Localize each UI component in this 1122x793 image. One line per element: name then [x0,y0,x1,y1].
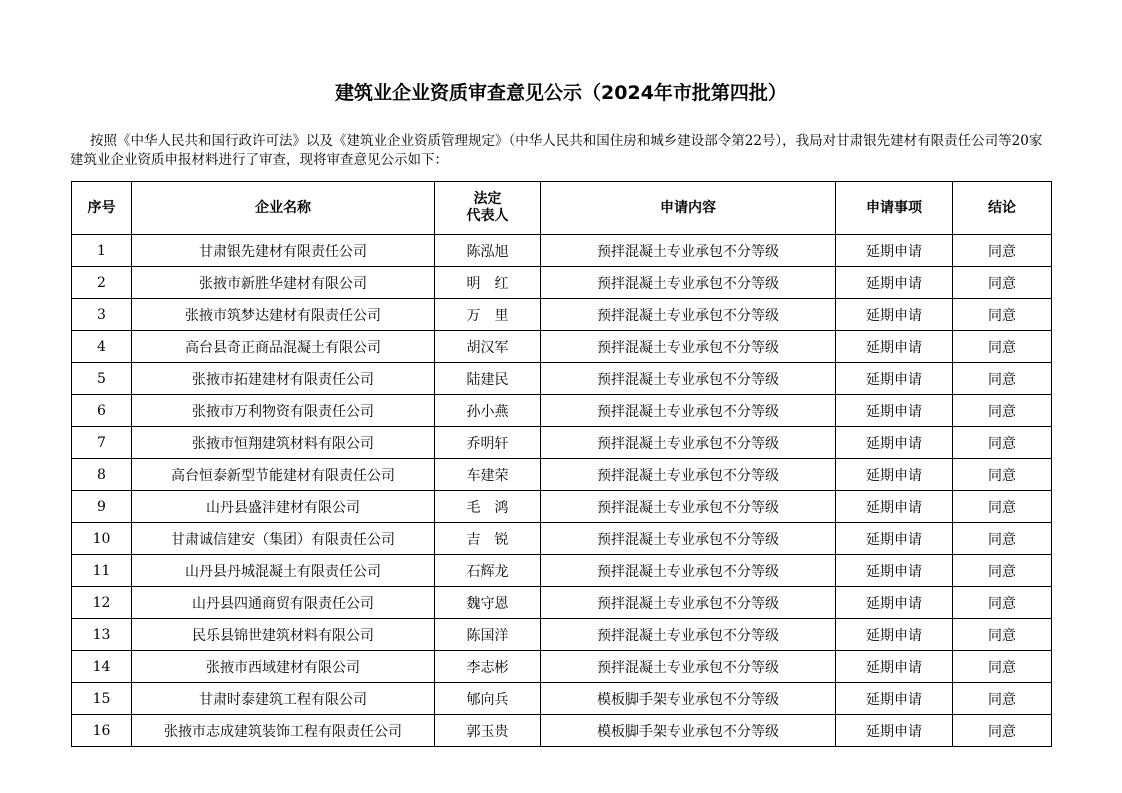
header-result: 结论 [953,182,1052,235]
cell-result: 同意 [953,427,1052,459]
cell-result: 同意 [953,491,1052,523]
cell-item: 延期申请 [836,267,953,299]
cell-content: 预拌混凝土专业承包不分等级 [541,427,836,459]
page-title: 建筑业企业资质审查意见公示（2024年市批第四批） [335,82,787,104]
cell-content: 预拌混凝土专业承包不分等级 [541,587,836,619]
cell-company: 甘肃时泰建筑工程有限公司 [132,683,435,715]
cell-no: 11 [72,555,132,587]
cell-item: 延期申请 [836,555,953,587]
cell-result: 同意 [953,235,1052,267]
cell-item: 延期申请 [836,395,953,427]
cell-no: 8 [72,459,132,491]
cell-result: 同意 [953,683,1052,715]
table-row [72,555,1052,587]
cell-result: 同意 [953,363,1052,395]
header-rep-line2: 代表人 [466,208,509,224]
cell-no: 13 [72,619,132,651]
cell-no: 12 [72,587,132,619]
table-row [72,267,1052,299]
cell-result: 同意 [953,459,1052,491]
table-row [72,683,1052,715]
cell-item: 延期申请 [836,427,953,459]
header-item: 申请事项 [836,182,953,235]
header-no: 序号 [72,182,132,235]
cell-item: 延期申请 [836,619,953,651]
cell-rep: 李志彬 [435,651,541,683]
table-row [72,523,1052,555]
cell-item: 延期申请 [836,715,953,747]
cell-item: 延期申请 [836,299,953,331]
cell-content: 预拌混凝土专业承包不分等级 [541,363,836,395]
cell-content: 预拌混凝土专业承包不分等级 [541,299,836,331]
cell-item: 延期申请 [836,587,953,619]
cell-rep: 郭玉贵 [435,715,541,747]
cell-result: 同意 [953,619,1052,651]
cell-company: 高台县奇正商品混凝土有限公司 [132,331,435,363]
cell-rep: 陈泓旭 [435,235,541,267]
header-company: 企业名称 [132,182,435,235]
table-row [72,619,1052,651]
cell-rep: 万 里 [435,299,541,331]
cell-company: 高台恒泰新型节能建材有限责任公司 [132,459,435,491]
table-row [72,459,1052,491]
table-row [72,651,1052,683]
table-row [72,491,1052,523]
cell-item: 延期申请 [836,331,953,363]
cell-no: 10 [72,523,132,555]
cell-rep: 胡汉军 [435,331,541,363]
cell-content: 预拌混凝土专业承包不分等级 [541,651,836,683]
cell-company: 张掖市志成建筑装饰工程有限责任公司 [132,715,435,747]
cell-company: 张掖市拓建建材有限责任公司 [132,363,435,395]
cell-content: 模板脚手架专业承包不分等级 [541,715,836,747]
table-header-row [72,182,1052,235]
table-row [72,299,1052,331]
table-body [72,235,1052,747]
cell-item: 延期申请 [836,459,953,491]
cell-company: 张掖市筑梦达建材有限责任公司 [132,299,435,331]
qualification-table [71,181,1052,747]
cell-result: 同意 [953,651,1052,683]
cell-no: 2 [72,267,132,299]
cell-item: 延期申请 [836,491,953,523]
table-row [72,331,1052,363]
cell-company: 张掖市新胜华建材有限公司 [132,267,435,299]
cell-rep: 陆建民 [435,363,541,395]
cell-content: 模板脚手架专业承包不分等级 [541,683,836,715]
cell-item: 延期申请 [836,523,953,555]
cell-no: 15 [72,683,132,715]
cell-content: 预拌混凝土专业承包不分等级 [541,267,836,299]
cell-rep: 石辉龙 [435,555,541,587]
table-row [72,235,1052,267]
cell-result: 同意 [953,587,1052,619]
cell-content: 预拌混凝土专业承包不分等级 [541,619,836,651]
cell-item: 延期申请 [836,651,953,683]
cell-no: 3 [72,299,132,331]
cell-item: 延期申请 [836,235,953,267]
cell-item: 延期申请 [836,683,953,715]
cell-result: 同意 [953,299,1052,331]
cell-result: 同意 [953,715,1052,747]
cell-content: 预拌混凝土专业承包不分等级 [541,523,836,555]
cell-rep: 毛 鸿 [435,491,541,523]
cell-content: 预拌混凝土专业承包不分等级 [541,395,836,427]
table-row [72,427,1052,459]
table-row [72,715,1052,747]
cell-no: 6 [72,395,132,427]
cell-rep: 陈国洋 [435,619,541,651]
cell-rep: 明 红 [435,267,541,299]
cell-rep: 乔明轩 [435,427,541,459]
cell-company: 民乐县锦世建筑材料有限公司 [132,619,435,651]
cell-content: 预拌混凝土专业承包不分等级 [541,491,836,523]
cell-result: 同意 [953,331,1052,363]
cell-no: 1 [72,235,132,267]
cell-company: 山丹县盛沣建材有限公司 [132,491,435,523]
cell-rep: 郇向兵 [435,683,541,715]
cell-no: 14 [72,651,132,683]
header-rep-line1: 法定 [473,191,502,207]
cell-no: 9 [72,491,132,523]
table-row [72,395,1052,427]
cell-rep: 吉 锐 [435,523,541,555]
cell-content: 预拌混凝土专业承包不分等级 [541,331,836,363]
cell-result: 同意 [953,555,1052,587]
cell-rep: 车建荣 [435,459,541,491]
cell-no: 7 [72,427,132,459]
cell-result: 同意 [953,523,1052,555]
cell-content: 预拌混凝土专业承包不分等级 [541,555,836,587]
table-row [72,363,1052,395]
header-content: 申请内容 [541,182,836,235]
cell-rep: 孙小燕 [435,395,541,427]
table-row [72,587,1052,619]
cell-no: 5 [72,363,132,395]
cell-content: 预拌混凝土专业承包不分等级 [541,235,836,267]
cell-result: 同意 [953,267,1052,299]
cell-company: 甘肃银先建材有限责任公司 [132,235,435,267]
cell-rep: 魏守恩 [435,587,541,619]
cell-company: 山丹县四通商贸有限责任公司 [132,587,435,619]
header-rep [435,182,541,235]
cell-company: 甘肃诚信建安（集团）有限责任公司 [132,523,435,555]
cell-no: 16 [72,715,132,747]
cell-company: 山丹县丹城混凝土有限责任公司 [132,555,435,587]
intro-paragraph: 按照《中华人民共和国行政许可法》以及《建筑业企业资质管理规定》（中华人民共和国住房和城乡建设部令第22号），我局对甘肃银先建材有限责任公司等20家建筑业企业资质申报材料进行了审查，现将审查意见公示如下： [70,133,1043,168]
cell-content: 预拌混凝土专业承包不分等级 [541,459,836,491]
cell-company: 张掖市恒翔建筑材料有限公司 [132,427,435,459]
cell-no: 4 [72,331,132,363]
cell-company: 张掖市西域建材有限公司 [132,651,435,683]
cell-result: 同意 [953,395,1052,427]
cell-item: 延期申请 [836,363,953,395]
cell-company: 张掖市万利物资有限责任公司 [132,395,435,427]
